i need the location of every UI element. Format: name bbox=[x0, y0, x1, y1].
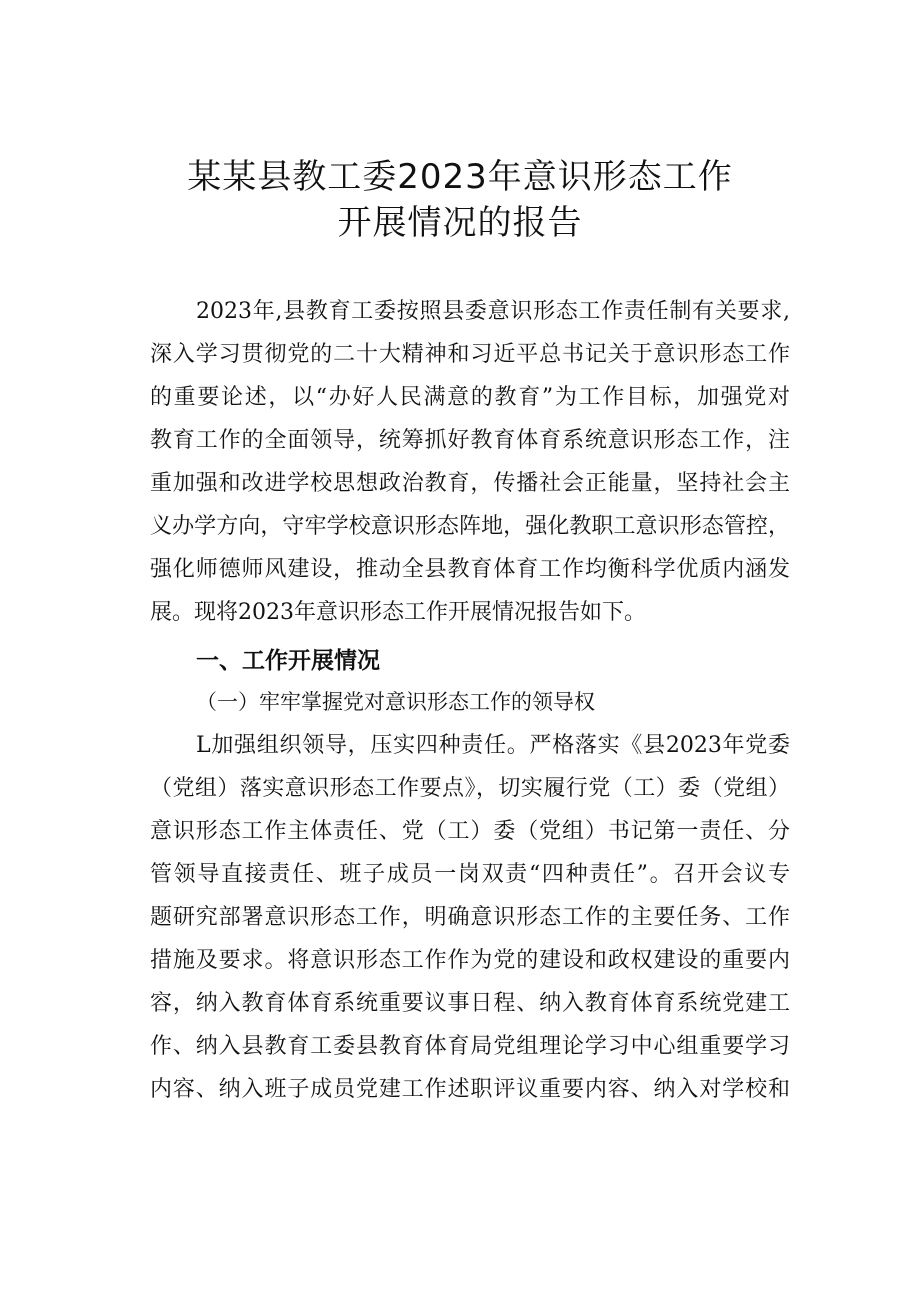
intro-line: 义办学方向，守牢学校意识形态阵地，强化教职工意识形态管控， bbox=[150, 514, 790, 539]
body-line: 作、纳入县教育工委县教育体育局党组理论学习中心组重要学习 bbox=[150, 1034, 790, 1059]
intro-line: 展。现将2023年意识形态工作开展情况报告如下。 bbox=[150, 600, 646, 625]
intro-line: 强化师德师风建设，推动全县教育体育工作均衡科学优质内涵发 bbox=[150, 557, 790, 582]
body-line: 容，纳入教育体育系统重要议事日程、纳入教育体育系统党建工 bbox=[150, 991, 790, 1016]
body-line: L加强组织领导，压实四种责任。严格落实《县2023年党委 bbox=[196, 733, 790, 758]
intro-line: 教育工作的全面领导，统筹抓好教育体育系统意识形态工作，注 bbox=[150, 428, 790, 453]
intro-line: 重加强和改进学校思想政治教育，传播社会正能量，坚持社会主 bbox=[150, 471, 790, 496]
body-line: 管领导直接责任、班子成员一岗双责“四种责任”。召开会议专 bbox=[150, 862, 790, 887]
body-line: 意识形态工作主体责任、党（工）委（党组）书记第一责任、分 bbox=[150, 819, 790, 844]
intro-line: 2023年,县教育工委按照县委意识形态工作责任制有关要求, bbox=[196, 299, 790, 324]
intro-line: 的重要论述，以“办好人民满意的教育”为工作目标，加强党对 bbox=[150, 385, 790, 410]
document-title-line-2: 开展情况的报告 bbox=[337, 203, 583, 243]
section-heading: 一、工作开展情况 bbox=[196, 648, 380, 674]
body-line: （党组）落实意识形态工作要点》，切实履行党（工）委（党组） bbox=[150, 776, 790, 801]
body-line: 措施及要求。将意识形态工作作为党的建设和政权建设的重要内 bbox=[150, 948, 790, 973]
intro-line: 深入学习贯彻党的二十大精神和习近平总书记关于意识形态工作 bbox=[150, 342, 790, 367]
document-title-line-1: 某某县教工委2023年意识形态工作 bbox=[187, 157, 733, 197]
subsection-heading: （一）牢牢掌握党对意识形态工作的领导权 bbox=[196, 690, 595, 714]
body-line: 题研究部署意识形态工作，明确意识形态工作的主要任务、工作 bbox=[150, 905, 790, 930]
body-line: 内容、纳入班子成员党建工作述职评议重要内容、纳入对学校和 bbox=[150, 1077, 790, 1102]
